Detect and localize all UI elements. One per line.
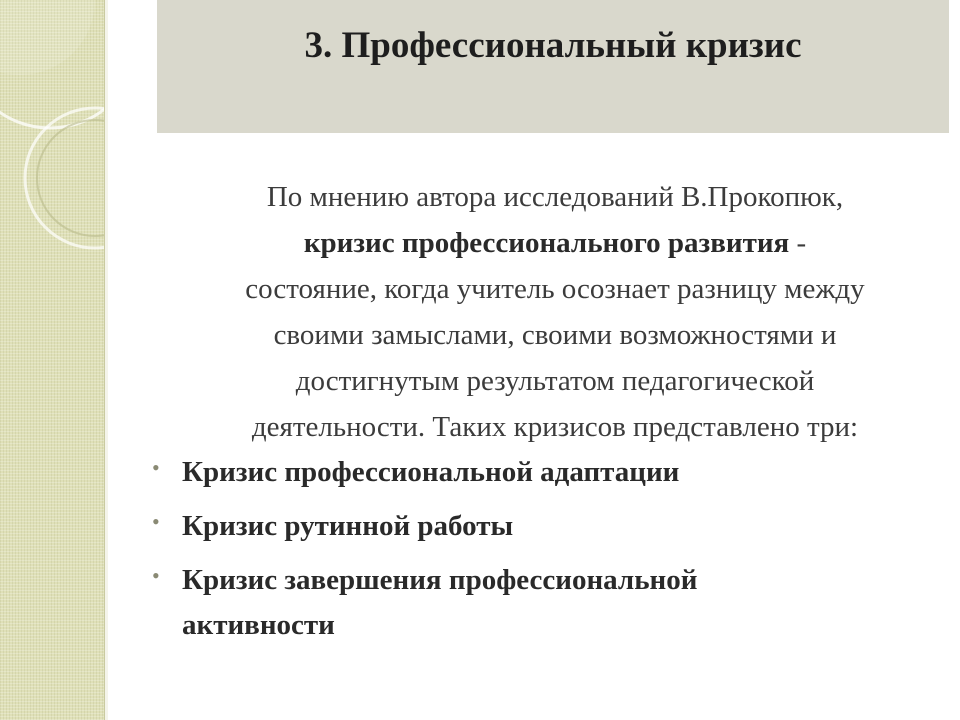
list-item-text: Кризис рутинной работы bbox=[182, 510, 514, 542]
body-line-1: По мнению автора исследований В.Прокопюк, bbox=[266, 181, 844, 213]
list-item bbox=[150, 450, 940, 495]
list-item-text: Кризис профессиональной адаптации bbox=[182, 456, 680, 488]
body-bold-term: кризис профессионального развития bbox=[303, 227, 790, 259]
bullet-icon: • bbox=[152, 563, 160, 588]
body-dash: - bbox=[789, 227, 807, 259]
list-item bbox=[150, 504, 940, 549]
body-line-3: состояние, когда учитель осознает разницу между bbox=[245, 273, 865, 305]
body-paragraph bbox=[152, 174, 958, 450]
bullet-icon: • bbox=[152, 455, 160, 480]
decorative-side-panel bbox=[0, 0, 104, 720]
body-line-4: своими замыслами, своими возможностями и bbox=[273, 319, 837, 351]
list-item-text-line-2: активности bbox=[182, 609, 335, 641]
list-item bbox=[150, 558, 940, 648]
crisis-list bbox=[150, 450, 940, 657]
bullet-icon: • bbox=[152, 509, 160, 534]
list-item-text-line-1: Кризис завершения профессиональной bbox=[182, 564, 698, 596]
side-panel-edge bbox=[104, 0, 108, 720]
circles-decoration-icon bbox=[0, 0, 104, 720]
slide-title: 3. Профессиональный кризис bbox=[304, 25, 802, 66]
body-line-6: деятельности. Таких кризисов представлено три: bbox=[251, 411, 859, 443]
body-line-5: достигнутым результатом педагогической bbox=[295, 365, 815, 397]
